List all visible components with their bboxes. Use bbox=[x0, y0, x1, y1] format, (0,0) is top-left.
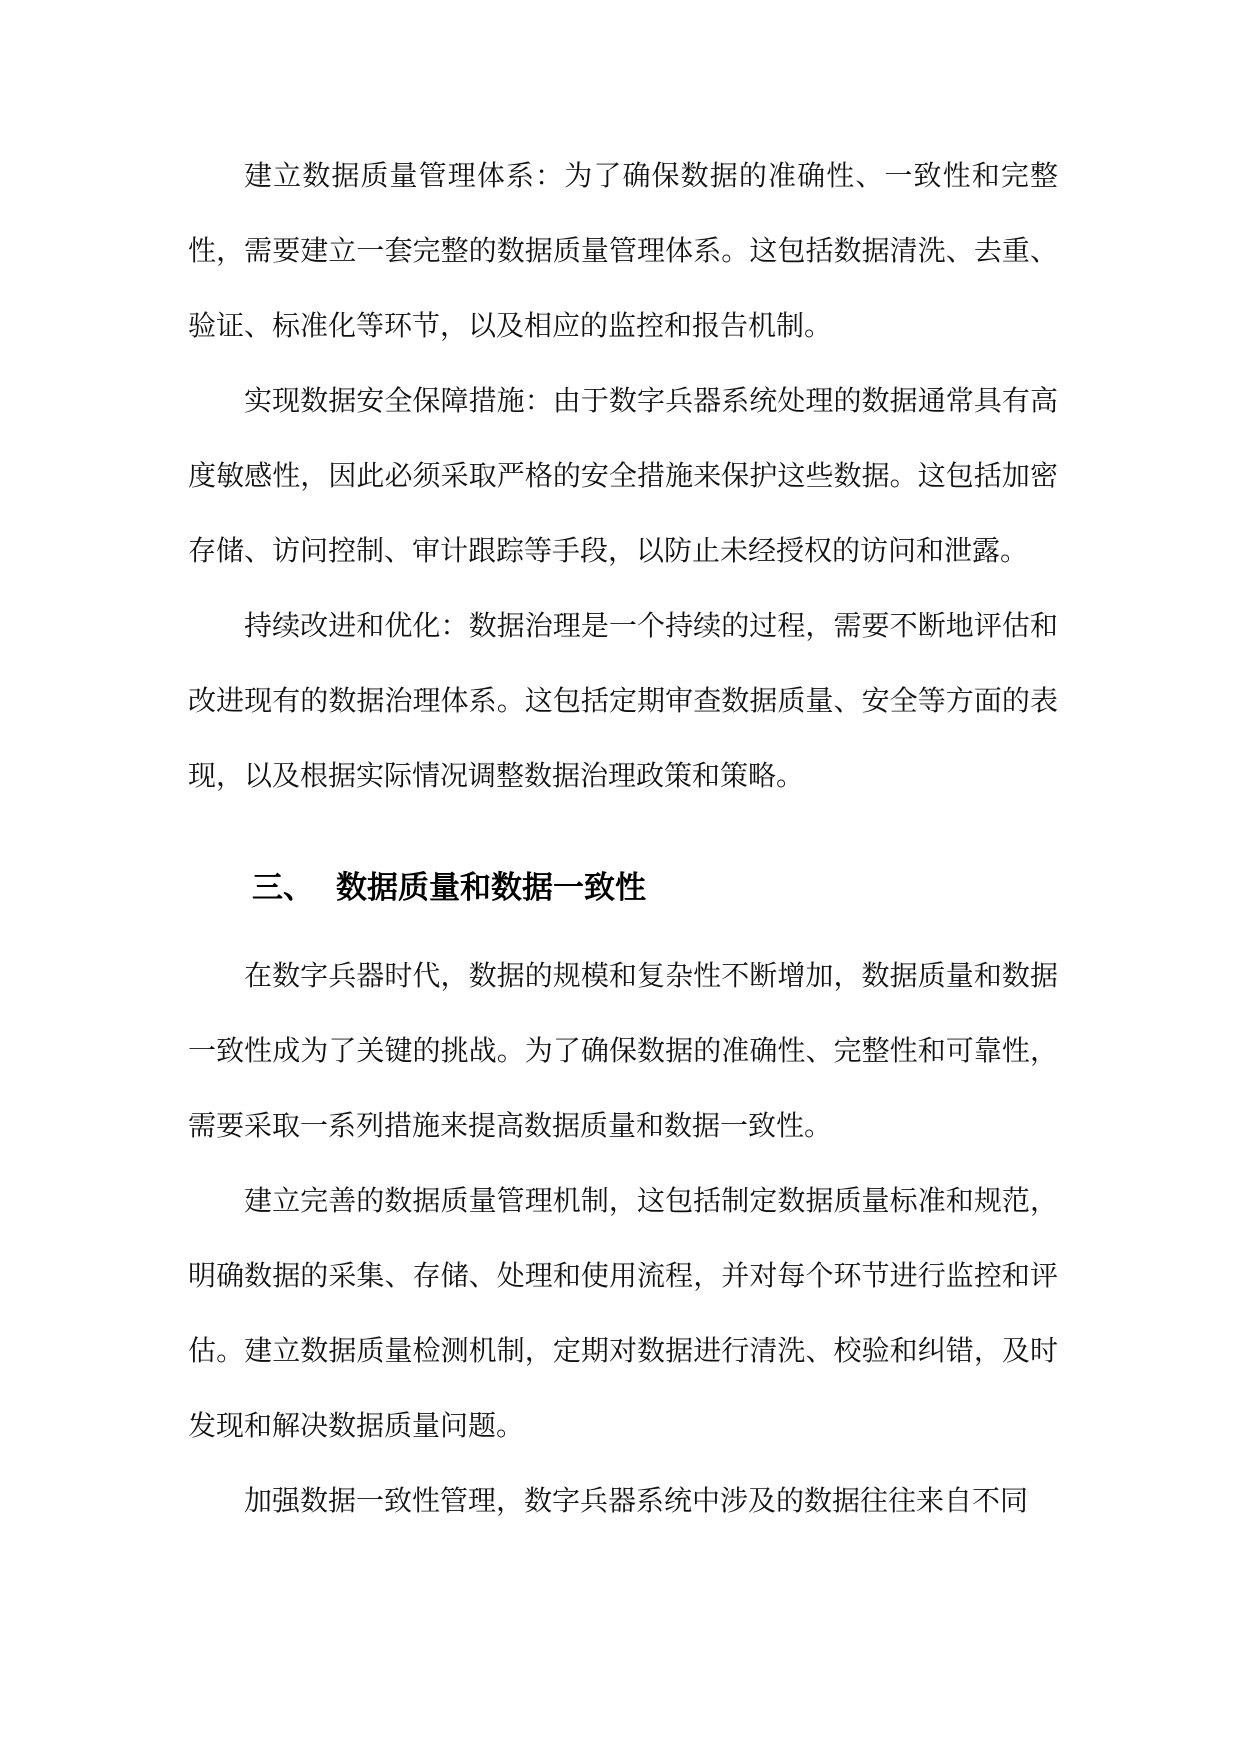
paragraph-consistency: 加强数据一致性管理，数字兵器系统中涉及的数据往往来自不同 bbox=[244, 1484, 1029, 1517]
paragraph-data-quality-system: 建立数据质量管理体系：为了确保数据的准确性、一致性和完整性，需要建立一套完整的数据质量管理体系。这包括数据清洗、去重、验证、标准化等环节，以及相应的监控和报告机制。 bbox=[188, 159, 1058, 342]
paragraph-continuous-improvement: 持续改进和优化：数据治理是一个持续的过程，需要不断地评估和改进现有的数据治理体系。这包括定期审查数据质量、安全等方面的表现，以及根据实际情况调整数据治理政策和策略。 bbox=[188, 609, 1058, 792]
section-title: 数据质量和数据一致性 bbox=[336, 870, 646, 906]
section-heading bbox=[188, 838, 1058, 938]
paragraph-intro: 在数字兵器时代，数据的规模和复杂性不断增加，数据质量和数据一致性成为了关键的挑战。为了确保数据的准确性、完整性和可靠性，需要采取一系列措施来提高数据质量和数据一致性。 bbox=[188, 959, 1058, 1142]
document-body bbox=[188, 138, 1058, 1538]
paragraph-data-security: 实现数据安全保障措施：由于数字兵器系统处理的数据通常具有高度敏感性，因此必须采取严格的安全措施来保护这些数据。这包括加密存储、访问控制、审计跟踪等手段，以防止未经授权的访问和泄露。 bbox=[188, 384, 1058, 567]
section-number: 三、 bbox=[252, 870, 314, 906]
paragraph-quality-mechanism: 建立完善的数据质量管理机制，这包括制定数据质量标准和规范，明确数据的采集、存储、处理和使用流程，并对每个环节进行监控和评估。建立数据质量检测机制，定期对数据进行清洗、校验和纠错，及时发现和解决数据质量问题。 bbox=[188, 1184, 1058, 1442]
